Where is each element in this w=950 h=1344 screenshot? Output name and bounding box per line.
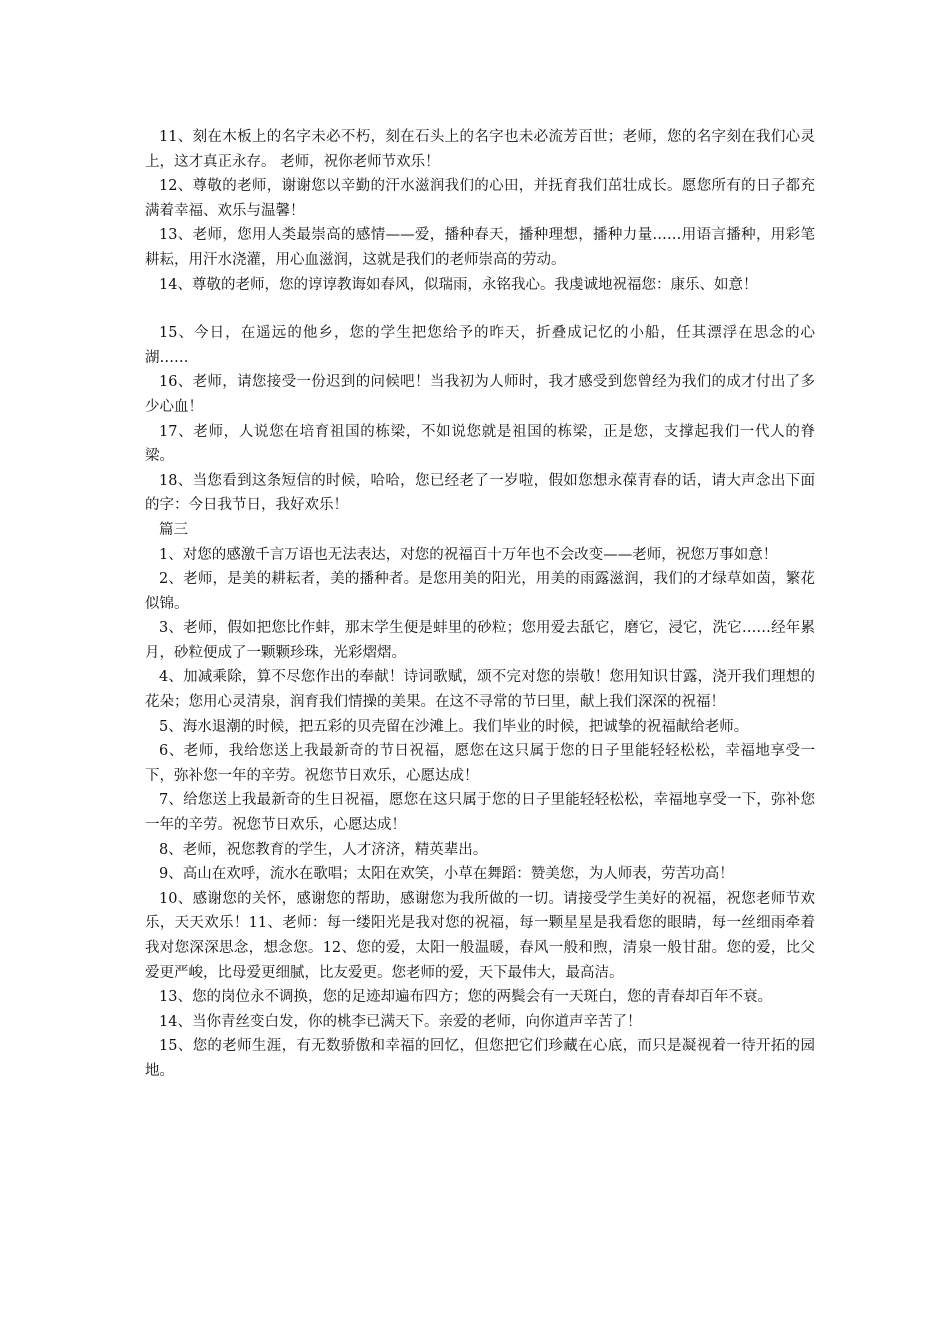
paragraph-c15: 15、您的老师生涯，有无数骄傲和幸福的回忆，但您把它们珍藏在心底，而只是凝视着一待开拓的园地。 (145, 1038, 815, 1079)
paragraph-c8: 8、老师，祝您教育的学生，人才济济，精英辈出。 (159, 841, 488, 858)
paragraph-c1: 1、对您的感激千言万语也无法表达，对您的祝福百十万年也不会改变——老师，祝您万事如意！ (159, 546, 778, 563)
paragraph-17: 17、老师，人说您在培育祖国的栋梁，不如说您就是祖国的栋梁，正是您，支撑起我们一代人的脊梁。 (145, 423, 815, 465)
paragraph-c2: 2、老师，是美的耕耘者，美的播种者。是您用美的阳光，用美的雨露滋润，我们的才绿草如茵，繁花似锦。 (145, 571, 815, 612)
paragraph-16: 16、老师，请您接受一份迟到的问候吧！当我初为人师时，我才感受到您曾经为我们的成才付出了多少心血！ (145, 374, 815, 415)
paragraph-c9: 9、高山在欢呼，流水在歌唱；太阳在欢笑，小草在舞蹈：赞美您，为人师表，劳苦功高！ (159, 866, 734, 883)
paragraph-c7: 7、给您送上我最新奇的生日祝福，愿您在这只属于您的日子里能轻轻松松，幸福地享受一下，弥补您一年的辛劳。祝您节日欢乐，心愿达成！ (145, 792, 815, 834)
paragraph-14: 14、尊敬的老师，您的谆谆教诲如春风，似瑞雨，永铭我心。我虔诚地祝福您：康乐、如意！ (159, 276, 758, 293)
paragraph-c13: 13、您的岗位永不调换，您的足迹却遍布四方；您的两鬓会有一天斑白，您的青春却百年不衰。 (159, 989, 772, 1006)
paragraph-13: 13、老师，您用人类最崇高的感情——爱，播种春天，播种理想，播种力量……用语言播种，用彩笔耕耘，用汗水浇灌，用心血滋润，这就是我们的老师崇高的劳动。 (145, 227, 815, 268)
paragraph-c4: 4、加减乘除，算不尽您作出的奉献！诗词歌赋，颂不完对您的崇敬！您用知识甘露，浇开我们理想的花朵；您用心灵清泉，润育我们情操的美果。在这不寻常的节曰里，献上我们深深的祝福！ (145, 669, 815, 711)
paragraph-15: 15、今日，在遥远的他乡，您的学生把您给予的昨天，折叠成记忆的小船，任其漂浮在思念的心湖…… (145, 325, 815, 366)
section-heading: 篇三 (159, 521, 188, 538)
document-page (145, 125, 815, 1084)
paragraph-c6: 6、老师，我给您送上我最新奇的节日祝福，愿您在这只属于您的日子里能轻轻松松，幸福地享受一下，弥补您一年的辛劳。祝您节日欢乐，心愿达成！ (145, 743, 815, 784)
blank-line (145, 297, 815, 321)
paragraph-c14: 14、当你青丝变白发，你的桃李已满天下。亲爱的老师，向你道声辛苦了！ (159, 1013, 642, 1030)
paragraph-18: 18、当您看到这条短信的时候，哈哈，您已经老了一岁啦，假如您想永葆青春的话，请大声念出下面的字：今日我节日，我好欢乐！ (145, 472, 815, 514)
paragraph-12: 12、尊敬的老师，谢谢您以辛勤的汗水滋润我们的心田，并抚育我们茁壮成长。愿您所有的日子都充满着幸福、欢乐与温馨！ (145, 178, 815, 219)
paragraph-11: 11、刻在木板上的名字未必不朽，刻在石头上的名字也未必流芳百世；老师，您的名字刻在我们心灵上，这才真正永存。 老师，祝你老师节欢乐！ (145, 129, 815, 170)
paragraph-c10: 10、感谢您的关怀，感谢您的帮助，感谢您为我所做的一切。请接受学生美好的祝福，祝您老师节欢乐，天天欢乐！11、老师：每一缕阳光是我对您的祝福，每一颗星星是我看您的眼睛，每一丝细雨牵着我对您深深思念，想念您。12、您的爱，太阳一般温暖，春风一般和煦，清泉一般甘甜。您的爱，比父爱更严峻，比母爱更细腻，比友爱更。您老师的爱，天下最伟大，最高洁。 (145, 890, 815, 981)
paragraph-c5: 5、海水退潮的时候，把五彩的贝壳留在沙滩上。我们毕业的时候，把诚挚的祝福献给老师。 (159, 718, 749, 735)
paragraph-c3: 3、老师，假如把您比作蚌，那末学生便是蚌里的砂粒；您用爱去舐它，磨它，浸它，洗它……经年累月，砂粒便成了一颗颗珍珠，光彩熠熠。 (145, 620, 815, 661)
